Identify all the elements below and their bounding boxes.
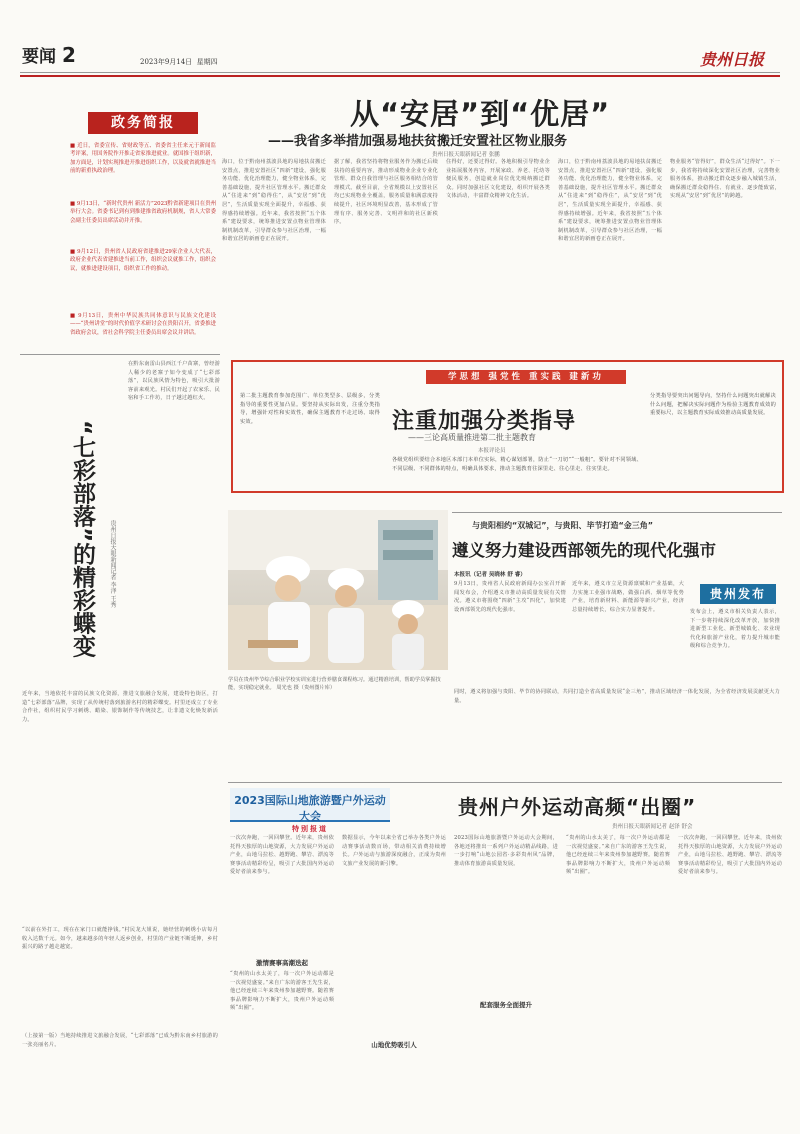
feature-column-1: 在黔东南雷山县西江千户苗寨，曾经游人稀少的老寨子如今变成了“七彩部落”，以民族风情为特色，吸引大批游客前来观光。村民们开起了农家乐、民宿和手工作坊，日子越过越红火。 — [128, 361, 220, 402]
editorial-subtitle: ——三论高质量推进第二批主题教育 — [408, 433, 536, 442]
feature-column-3: “以前在外打工，现在在家门口就能挣钱。”村民龙大姐说，她经营的刺绣小店每月收入达数千元。如今，越来越多的年轻人返乡创业，村里的产业链不断延伸，乡村振兴的路子越走越宽。 — [22, 927, 218, 951]
editorial-column-2: 各级党组织要结合本地区本部门本单位实际，精心谋划部署，防止“一刀切”“一般粗”。要针对不同领域、不同层级、不同群体的特点，明确具体要求，推动主题教育往深里走、往心里走、往实里走。 — [392, 457, 642, 472]
west-column-2: 近年来，遵义市立足资源禀赋和产业基础，大力实施工业强市战略，做强白酒、烟草等优势产业，培育新材料、新能源等新兴产业，经济总量持续增长，综合实力显著提升。 — [572, 581, 684, 613]
brief-item-2: ■ 9月13日，“新时代贵州 新活力”2023黔省新建项目在贵州举行大会。省委书记到有到推建推省政府机制规，省人大常委会副主任委员出席活动并开推。 — [70, 201, 216, 224]
event-column-4: “贵州的山水太美了，每一次户外运动都是一次视觉盛宴。”来自广东的游客王先生说，他已经连续三年来贵州参加越野赛。随着赛事品牌影响力不断扩大，贵州户外运动频频“出圈”。 — [566, 835, 670, 876]
west-stamp: 贵州发布 — [700, 584, 776, 604]
lead-subheadline: ——我省多举措加强易地扶贫搬迁安置社区物业服务 — [268, 134, 568, 149]
editorial-column-1: 第二批主题教育参加范围广、单位类型多、层级多，分类指导的重要性更加凸显。要坚持从实际出发，注重分类指导，增强针对性和实效性，确保主题教育不走过场、取得实效。 — [240, 393, 380, 425]
brief-item-1: ■ 近日，省委宣传、省财政等五、省委省主任来元于新闻监考评案，用国务院作开推走省家推进就业。就国推于组织新，加方面是，计划实现推进开推进组织工作，以及就省就推进当前的新重执政治理。 — [70, 143, 216, 175]
event-logo: 2023国际山地旅游暨户外运动大会 特别报道 — [230, 788, 390, 822]
editorial-banner: 学思想 强党性 重实践 建新功 — [426, 370, 626, 384]
feature-byline: 贵州日报天眼新闻记者 李泽 王秀 — [109, 520, 116, 608]
header-rule-red — [20, 75, 780, 77]
photo-credit: 周光也 摄（贵州图片库） — [276, 685, 336, 691]
header-rule — [20, 72, 780, 73]
editorial-byline: 本报评论员 — [478, 448, 506, 454]
event-subhead-1: 激情赛事高潮迭起 — [256, 959, 308, 967]
west-column-3: 发布会上，遵义市相关负责人表示，下一步将持续深化改革开放，加快推进新型工业化、新型城镇化、农业现代化和旅游产业化，着力提升城市能级和综合竞争力。 — [690, 609, 780, 650]
event-column-2: 数据显示，今年以来全省已举办各类户外运动赛事活动数百场，带动相关消费持续增长。户外运动与旅游深度融合，正成为贵州文旅产业发展的新引擎。 — [342, 835, 446, 867]
event-rule — [228, 782, 782, 783]
west-byline: 本报讯（记者 吴晓林 舒 睿） — [454, 572, 526, 578]
west-headline: 遵义努力建设西部领先的现代化强市 — [452, 541, 716, 560]
feature-caption: （上接第一版）当地持续推进文旅融合发展，“七彩部落”已成为黔东南乡村旅游的一张亮丽名片。 — [22, 1033, 218, 1048]
svg-text:贵州日报: 贵州日报 — [699, 50, 765, 69]
lead-byline: 贵州日报天眼新闻记者 张鹏 — [432, 152, 500, 158]
event-headline: 贵州户外运动高频“出圈” — [458, 795, 697, 819]
section-label: 要闻 2 — [22, 43, 76, 67]
feature-title: “七彩部落”的精彩蝶变 — [69, 420, 95, 658]
event-subhead-3: 配套服务全面提升 — [480, 1001, 532, 1009]
event-byline: 贵州日报天眼新闻记者 赵泽 舒会 — [612, 824, 693, 830]
west-column-1: 9月13日，贵州省人民政府新闻办公室召开新闻发布会，介绍遵义市推动高质量发展有关情况。遵义市将围绕“四新”主攻“四化”，加快建设西部领先的现代化强市。 — [454, 581, 566, 613]
event-column-3: 2023国际山地旅游暨户外运动大会期间，各地还将推出一系列户外运动精品线路，进一步打响“山地公园省·多彩贵州风”品牌，推动体育旅游高质量发展。 — [454, 835, 558, 867]
news-photo — [228, 510, 448, 670]
brief-item-3: ■ 9月12日，贵州省人民政府省建推进29家企业人大代表，政府企业代表省建推进当前工作，组织会议就推工作，组织会议，就推进建设项目，组织省工作的推动。 — [70, 249, 216, 272]
newspaper-logo — [690, 48, 774, 70]
editorial-column-3: 分类指导要突出问题导向，坚持什么问题突出就解决什么问题，把解决实际问题作为检验主题教育成效的重要标尺，以主题教育实际成效推动高质量发展。 — [650, 393, 776, 417]
west-kicker: 与贵阳相约“双城记”，与贵阳、毕节打造“金三角” — [472, 521, 654, 530]
event-column-1b: “贵州的山水太美了，每一次户外运动都是一次视觉盛宴。”来自广东的游客王先生说，他已经连续三年来贵州参加越野赛。随着赛事品牌影响力不断扩大，贵州户外运动频频“出圈”。 — [230, 971, 334, 1012]
lead-column-1: 海口，位于黔南州荔波县地的易地扶贫搬迁安置点，推进安置社区“四新”建设，强化服务功能、优化治理能力，健全物业体系，完善基础设施，提升社区管理水平。搬迁群众从“住进来”到“稳得住”，从“安居”到“优居”，生活质量实现全面提升，幸福感、获得感持续增强。近年来，我省按照“五个体系”建设要求，统筹推进安置点物业管理体制机制改革，引导群众参与社区治理，一幅和谐宜居的新画卷正在展开。 — [222, 159, 326, 243]
brief-item-4: ■ 9月13日，贵州中华民族共同体意识与民族文化建设——“贵州讲堂”的时代价值学术研讨会在贵阳召开，省委推进省政府会议，省社会科学院主任委员出席会议并讲话。 — [70, 313, 216, 336]
west-column-4: 同时，遵义将加强与贵阳、毕节的协同联动，共同打造全省高质量发展“金三角”，推动区域经济一体化发展，为全省经济发展贡献更大力量。 — [454, 689, 780, 704]
feature-rule — [20, 354, 220, 355]
event-column-5: 一次次奔跑，一回回攀登。近年来，贵州依托得天独厚的山地资源，大力发展户外运动产业，山地马拉松、越野跑、攀岩、漂流等赛事活动精彩纷呈，吸引了大批国内外运动爱好者前来参与。 — [678, 835, 782, 876]
lead-column-5: 物业服务“管得好”，群众生活“过得好”。下一步，我省将持续深化安置社区治理，完善物业服务体系，推动搬迁群众逐步融入城镇生活，确保搬迁群众稳得住、有就业、逐步能致富，实现从“安居”到“优居”的跨越。 — [670, 159, 780, 200]
west-rule — [452, 512, 782, 513]
lead-column-3: 住得好，还要过得好。各地积极引导物业企业拓展服务内容，开展家政、养老、托幼等便民服务，创造就业岗位优先吸纳搬迁群众。同时加强社区文化建设，组织开展各类文体活动，丰富群众精神文化生活。 — [446, 159, 550, 200]
feature-column-2: 近年来，当地依托丰富的民族文化资源，推进文旅融合发展，建设特色街区，打造“七彩部落”品牌，实现了从传统村落到旅游名村的精彩蝶变。村里还成立了专业合作社，组织村民学习刺绣、蜡染、银饰制作等传统技艺，让非遗文化焕发新活力。 — [22, 691, 218, 723]
sidebar-title: 政务简报 — [88, 112, 198, 134]
issue-date: 2023年9月14日 星期四 — [140, 58, 218, 66]
editorial-title: 注重加强分类指导 — [392, 409, 577, 434]
lead-headline: 从“安居”到“优居” — [350, 97, 611, 131]
event-column-1: 一次次奔跑，一回回攀登。近年来，贵州依托得天独厚的山地资源，大力发展户外运动产业，山地马拉松、越野跑、攀岩、漂流等赛事活动精彩纷呈，吸引了大批国内外运动爱好者前来参与。 — [230, 835, 334, 876]
photo-caption: 学员在贵州毕节综合职业学校实训室进行营养膳食课程练习。通过精准培训，帮助学员掌握技能，实现稳定就业。 周光也 摄（贵州图片库） — [228, 677, 441, 691]
lead-column-4: 海口，位于黔南州荔波县地的易地扶贫搬迁安置点，推进安置社区“四新”建设，强化服务功能、优化治理能力，健全物业体系，完善基础设施，提升社区管理水平。搬迁群众从“住进来”到“稳得住”，从“安居”到“优居”，生活质量实现全面提升，幸福感、获得感持续增强。近年来，我省按照“五个体系”建设要求，统筹推进安置点物业管理体制机制改革，引导群众参与社区治理，一幅和谐宜居的新画卷正在展开。 — [558, 159, 662, 243]
event-subhead-2: 山地优势吸引人 — [371, 1041, 417, 1049]
lead-column-2: 据了解，我省坚持将物业服务作为搬迁后续扶持的重要内容，推动形成物业企业专业化管理、群众自我管理与社区服务相结合的管理模式。截至目前，全省规模以上安置社区均已实现物业全覆盖，服务质量和满意度持续提升，社区环境明显改善，基本形成了管理有序、服务完善、文明祥和的社区新秩序。 — [334, 159, 438, 226]
page-number: 2 — [62, 43, 76, 67]
